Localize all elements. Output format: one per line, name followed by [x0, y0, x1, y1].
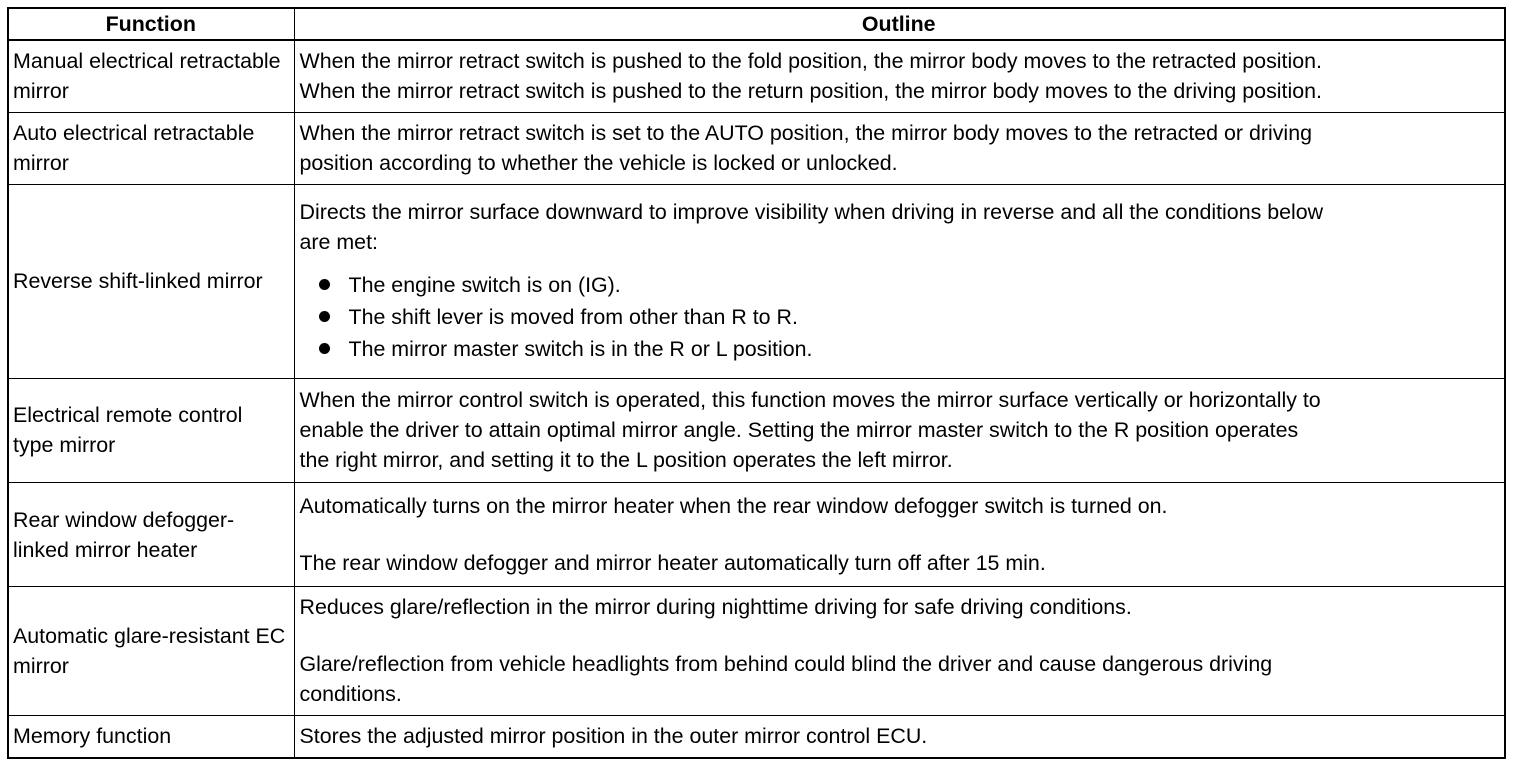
outline-line: enable the driver to attain optimal mirror angle. Setting the mirror master switch to the R position operates — [299, 418, 1299, 443]
condition-text: The engine switch is on (IG). — [348, 273, 621, 298]
outline-line: Stores the adjusted mirror position in the outer mirror control ECU. — [299, 724, 928, 749]
header-outline: Outline — [294, 8, 1505, 40]
table-row — [8, 112, 1505, 184]
mirror-functions-table — [7, 7, 1506, 759]
outline-cell — [294, 378, 1505, 483]
outline-cell — [294, 483, 1505, 587]
outline-line: When the mirror retract switch is set to the AUTO position, the mirror body moves to the retracted or driving — [299, 121, 1312, 146]
function-cell: Electrical remote control type mirror — [8, 378, 294, 483]
outline-line: Directs the mirror surface downward to improve visibility when driving in reverse and all the conditions below — [299, 200, 1324, 225]
outline-cell — [294, 586, 1505, 715]
outline-line: The rear window defogger and mirror heater automatically turn off after 15 min. — [299, 551, 1046, 576]
list-item — [300, 333, 1499, 365]
function-cell: Automatic glare-resistant EC mirror — [8, 586, 294, 715]
bullet-icon — [319, 311, 330, 322]
outline-line: When the mirror control switch is operated, this function moves the mirror surface vertically or horizontally to — [299, 388, 1321, 413]
list-item — [300, 269, 1499, 301]
function-cell: Auto electrical retractable mirror — [8, 112, 294, 184]
header-row — [8, 8, 1505, 40]
outline-line: Reduces glare/reflection in the mirror during nighttime driving for safe driving conditions. — [299, 595, 1132, 620]
conditions-list — [300, 269, 1499, 365]
bullet-icon — [319, 279, 330, 290]
condition-text: The shift lever is moved from other than R to R. — [348, 305, 798, 330]
outline-line: conditions. — [299, 682, 402, 707]
outline-cell — [294, 40, 1505, 112]
outline-line: the right mirror, and setting it to the L position operates the left mirror. — [299, 448, 953, 473]
outline-cell — [294, 184, 1505, 378]
function-cell: Reverse shift-linked mirror — [8, 184, 294, 378]
outline-line: Automatically turns on the mirror heater when the rear window defogger switch is turned on. — [299, 494, 1168, 519]
table-row — [8, 40, 1505, 112]
outline-cell — [294, 112, 1505, 184]
outline-line: When the mirror retract switch is pushed to the return position, the mirror body moves to the driving position. — [299, 79, 1322, 104]
table-row — [8, 184, 1505, 378]
table-row — [8, 586, 1505, 715]
header-function: Function — [8, 8, 294, 40]
table-row — [8, 483, 1505, 587]
function-cell: Manual electrical retractable mirror — [8, 40, 294, 112]
list-item — [300, 301, 1499, 333]
outline-line: Glare/reflection from vehicle headlights from behind could blind the driver and cause dangerous driving — [299, 652, 1273, 677]
outline-line: position according to whether the vehicle is locked or unlocked. — [299, 151, 898, 176]
outline-line: are met: — [299, 230, 378, 255]
function-cell: Rear window defogger-linked mirror heater — [8, 483, 294, 587]
function-cell: Memory function — [8, 715, 294, 758]
table-row — [8, 378, 1505, 483]
outline-line: When the mirror retract switch is pushed to the fold position, the mirror body moves to the retracted position. — [299, 49, 1322, 74]
bullet-icon — [319, 343, 330, 354]
condition-text: The mirror master switch is in the R or L position. — [348, 337, 813, 362]
table-row — [8, 715, 1505, 758]
outline-cell — [294, 715, 1505, 758]
